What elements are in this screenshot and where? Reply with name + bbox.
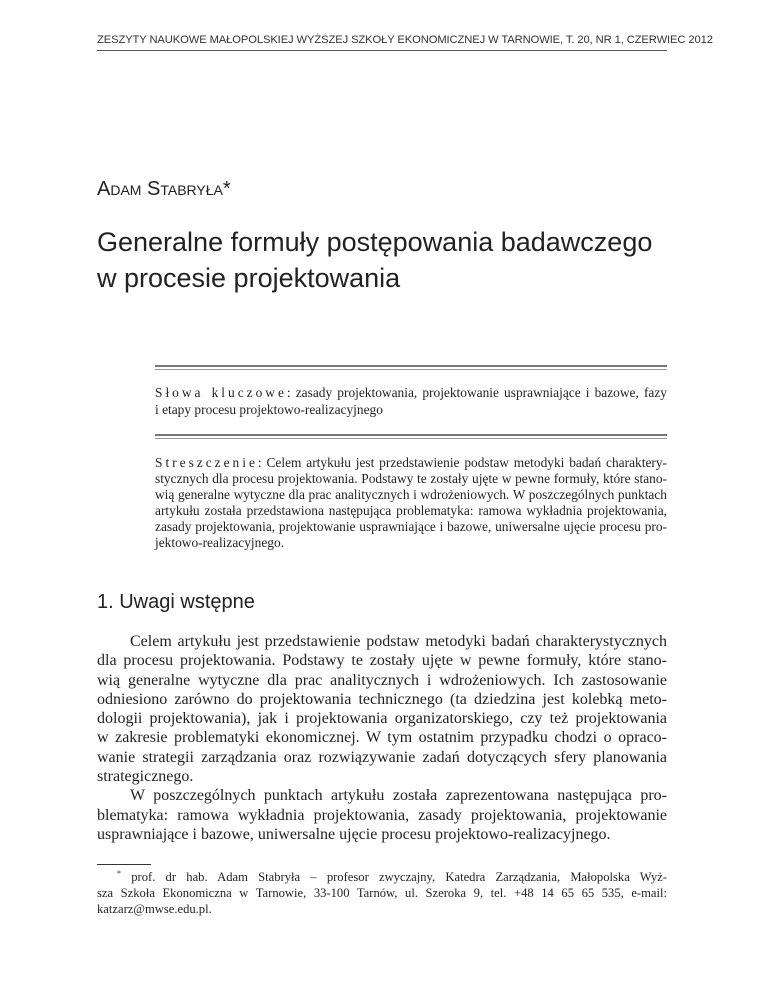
- journal-header: ZESZYTY NAUKOWE MAŁOPOLSKIEJ WYŻSZEJ SZKOŁY EKONOMICZNEJ W TARNOWIE, T. 20, NR 1, CZERWIEC 2012: [97, 34, 713, 46]
- abstract-text: wią generalne wytyczne dla prac analitycznych i wdrożeniowych. W poszczególnych punktach: [155, 487, 667, 502]
- footnote-line: sza Szkoła Ekonomiczna w Tarnowie, 33-100 Tarnów, ul. Szeroka 9, tel. +48 14 65 65 535, e-mail:: [97, 886, 667, 900]
- title-line: Generalne formuły postępowania badawczego: [97, 227, 653, 257]
- footnote-rule: [97, 864, 151, 865]
- body-line: blematyka: ramowa wykładnia projektowania, zasady projektowania, projektowanie: [97, 806, 667, 824]
- body-line: wią generalne wytyczne dla prac analitycznych i wdrożeniowych. Ich zastosowanie: [97, 671, 667, 689]
- footnote: [97, 869, 667, 917]
- abstract-text: artykułu została przedstawiona następująca problematyka: ramowa wykładnia projektowania,: [155, 503, 667, 518]
- footnote-email[interactable]: katzarz@mwse.edu.pl.: [97, 902, 212, 916]
- abstract-text: jektowo-realizacyjnego.: [155, 535, 285, 550]
- keywords-label: Słowa kluczowe: [155, 385, 287, 400]
- body-line: usprawniające i bazowe, uniwersalne ujęcie procesu projektowo-realizacyjnego.: [97, 825, 611, 843]
- abstract-label: Streszczenie: [155, 455, 258, 470]
- body-line: odniesiono zarówno do projektowania technicznego (ta dziedzina jest kolebką meto-: [97, 690, 667, 708]
- abstract-text: : Celem artykułu jest przedstawienie podstaw metodyki badań charaktery-: [257, 455, 667, 470]
- footnote-line: prof. dr hab. Adam Stabryła – profesor zwyczajny, Katedra Zarządzania, Małopolska Wyż-: [121, 870, 667, 884]
- body-line: Celem artykułu jest przedstawienie podstaw metodyki badań charakterystycznych: [130, 633, 667, 650]
- footnote-mark: *: [117, 868, 121, 878]
- author-text: Adam Stabryła: [97, 178, 223, 200]
- keywords-bottom-rule: [155, 434, 667, 439]
- body-line: W poszczególnych punktach artykułu została zaprezentowana następująca pro-: [130, 787, 667, 805]
- keywords-text: : zasady projektowania, projektowanie usprawniające i bazowe, fazy: [286, 385, 667, 400]
- abstract-block: [155, 455, 667, 551]
- body-line: dla procesu projektowania. Podstawy te zostały ujęte w pewne formuły, które stano-: [97, 652, 667, 670]
- abstract-text: stycznych dla procesu projektowania. Podstawy te zostały ujęte w pewne formuły, które stano-: [155, 471, 667, 486]
- section-heading: 1. Uwagi wstępne: [97, 591, 255, 613]
- keywords-block: [155, 384, 667, 418]
- keywords-top-rule: [155, 365, 667, 370]
- body-text: [97, 632, 667, 844]
- article-title: [97, 224, 652, 296]
- body-line: strategicznego.: [97, 768, 194, 786]
- author-footnote-mark[interactable]: *: [222, 178, 231, 200]
- author-name: [97, 176, 231, 202]
- header-rule: [97, 50, 667, 51]
- body-line: w zakresie problematyki ekonomicznej. W tym ostatnim przypadku chodzi o opraco-: [97, 729, 667, 747]
- body-line: dologii projektowania), jak i projektowania organizatorskiego, czy też projektowania: [97, 710, 667, 728]
- abstract-text: zasady projektowania, projektowanie usprawniające i bazowe, uniwersalne ujęcie procesu pro-: [155, 519, 667, 534]
- body-line: wanie strategii zarządzania oraz rozwiązywanie zadań dotyczących sfery planowania: [97, 748, 667, 766]
- title-line: w procesie projektowania: [97, 263, 401, 293]
- keywords-text: i etapy procesu projektowo-realizacyjnego: [155, 402, 383, 417]
